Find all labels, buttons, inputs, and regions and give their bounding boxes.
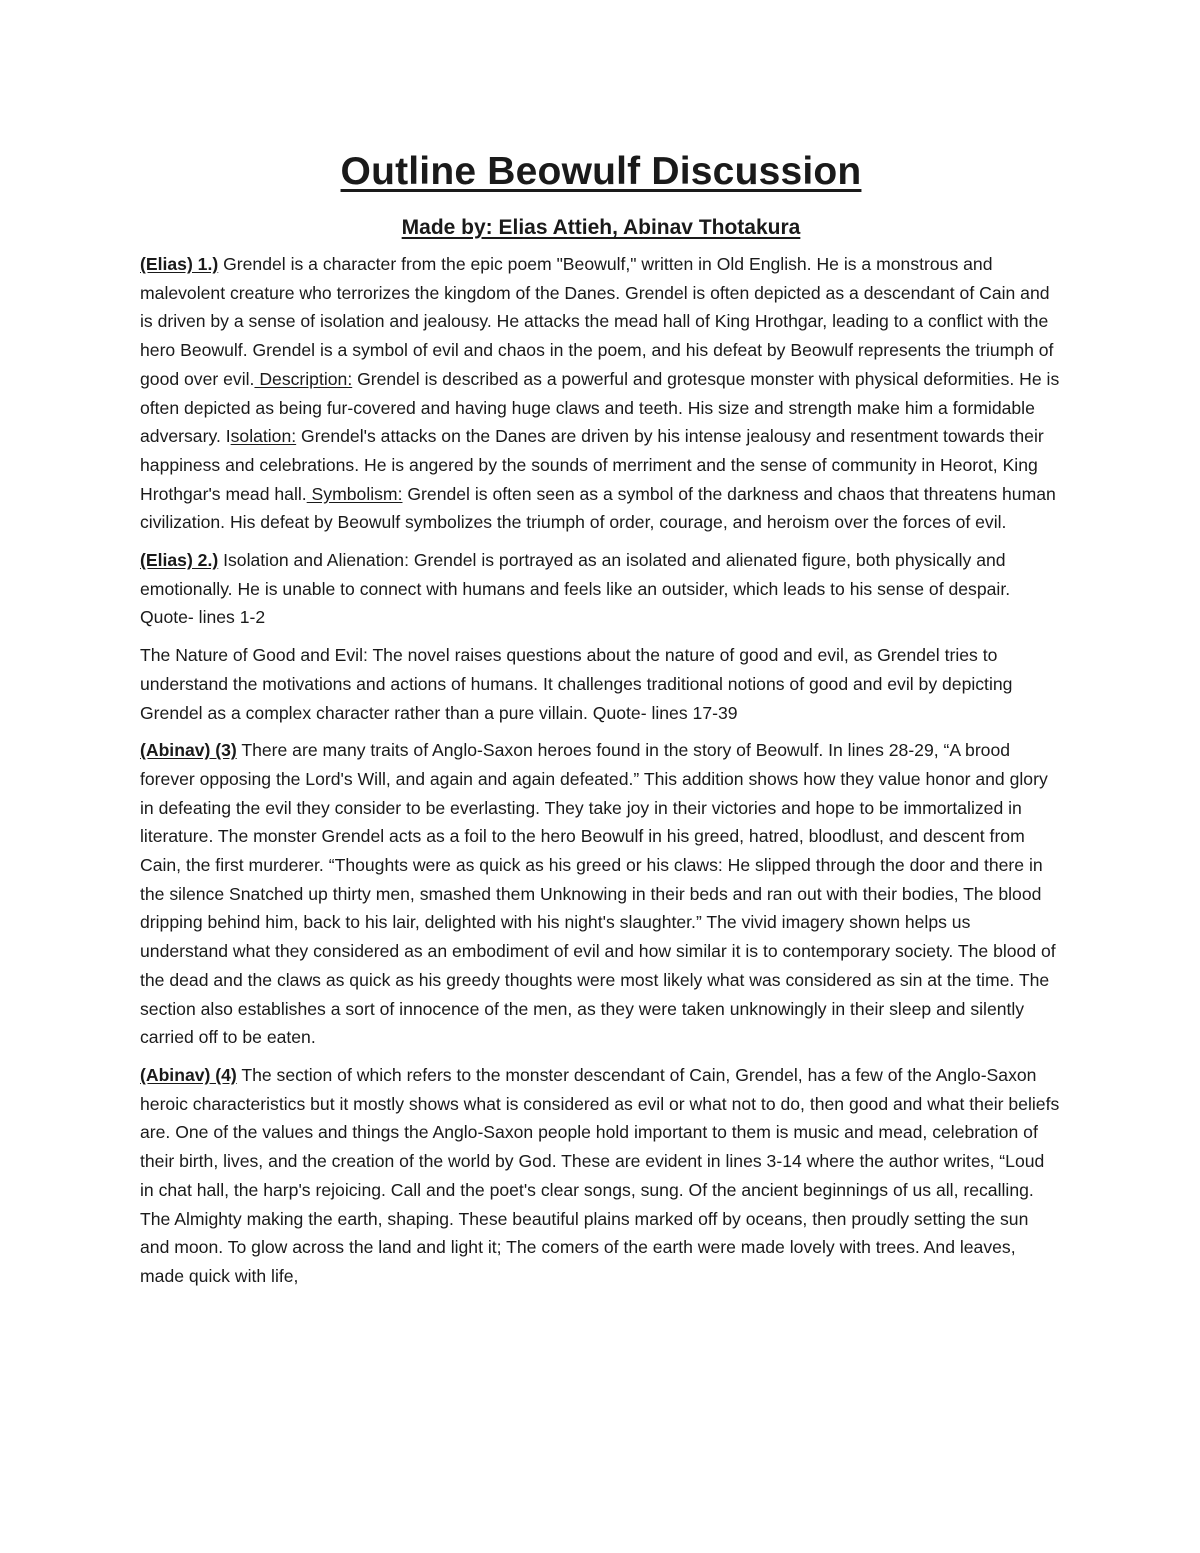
description-heading: Description: — [254, 368, 353, 389]
paragraph-1-text-a: Grendel is a character from the epic poem "Beowulf," written in Old English. He is a monstrous and malevolent creature who terrorizes the kingdom of the Danes. Grendel is often depicted as a descendant of Cain and is driven by a sense of isolation and jealousy. He attacks the mead hall of King Hrothgar, leading to a conflict with the hero Beowulf. Grendel is a symbol of evil and chaos in the poem, and his defeat by Beowulf represents the triumph of good over evil. — [140, 254, 1054, 389]
paragraph-4-text: There are many traits of Anglo-Saxon heroes found in the story of Beowulf. In lines 28-29, “A brood forever opposing the Lord's Will, and again and again defeated.” This addition shows how they value honor and glory in defeating the evil they consider to be everlasting. They take joy in their victories and hope to be immortalized in literature. The monster Grendel acts as a foil to the hero Beowulf in his greed, hatred, bloodlust, and descent from Cain, the first murderer. “Thoughts were as quick as his greed or his claws: He slipped through the door and there in the silence Snatched up thirty men, smashed them Unknowing in their beds and ran out with their bodies, The blood dripping behind him, back to his lair, delighted with his night's slaughter.” The vivid imagery shown helps us understand what they considered as an embodiment of evil and how similar it is to contemporary society. The blood of the dead and the claws as quick as his greedy thoughts were most likely what was considered as sin at the time. The section also establishes a sort of innocence of the men, as they were taken unknowingly in their sleep and silently carried off to be eaten. — [140, 740, 1056, 1048]
paragraph-1 — [140, 250, 1062, 537]
paragraph-2 — [140, 546, 1062, 632]
paragraph-4 — [140, 736, 1062, 1052]
paragraph-2-text: Isolation and Alienation: Grendel is portrayed as an isolated and alienated figure, both physically and emotionally. He is unable to connect with humans and feels like an outsider, which leads to his sense of despair. Quote- lines 1-2 — [140, 550, 1011, 628]
paragraph-1-text-c: Grendel's attacks on the Danes are driven by his intense jealousy and resentment towards their happiness and celebrations. He is angered by the sounds of merriment and the sense of community in Heorot, King Hrothgar's mead hall. — [140, 426, 1044, 504]
document-title: Outline Beowulf Discussion — [340, 150, 862, 193]
paragraph-5-text: The section of which refers to the monster descendant of Cain, Grendel, has a few of the Anglo-Saxon heroic characteristics but it mostly shows what is considered as evil or what not to do, then good and what their beliefs are. One of the values and things the Anglo-Saxon people hold important to them is music and mead, celebration of their birth, lives, and the creation of the world by God. These are evident in lines 3-14 where the author writes, “Loud in chat hall, the harp's rejoicing. Call and the poet's clear songs, sung. Of the ancient beginnings of us all, recalling. The Almighty making the earth, shaping. These beautiful plains marked off by oceans, then proudly setting the sun and moon. To glow across the land and light it; The comers of the earth were made lovely with trees. And leaves, made quick with life, — [140, 1064, 1060, 1286]
paragraph-1-text-b: Grendel is described as a powerful and grotesque monster with physical deformities. He is often depicted as being fur-covered and having huge claws and teeth. His size and strength make him a formidable adversary. I — [140, 368, 1060, 447]
paragraph-3-text: The Nature of Good and Evil: The novel raises questions about the nature of good and evil, as Grendel tries to understand the motivations and actions of humans. It challenges traditional notions of good and evil by depicting Grendel as a complex character rather than a pure villain. Quote- lines 17-39 — [140, 645, 1013, 723]
symbolism-heading: Symbolism: — [306, 483, 403, 504]
paragraph-1-tag: (Elias) 1.) — [140, 254, 219, 274]
paragraph-1-text-d: Grendel is often seen as a symbol of the darkness and chaos that threatens human civilization. His defeat by Beowulf symbolizes the triumph of order, courage, and heroism over the forces of evil. — [140, 483, 1056, 533]
paragraph-5-tag: (Abinav) (4) — [140, 1064, 237, 1085]
paragraph-4-tag: (Abinav) (3) — [140, 740, 237, 761]
isolation-heading: solation: — [230, 426, 297, 447]
document-page — [140, 150, 1062, 1300]
document-byline: Made by: Elias Attieh, Abinav Thotakura — [401, 216, 801, 239]
paragraph-5 — [140, 1061, 1062, 1291]
paragraph-3 — [140, 641, 1062, 727]
paragraph-2-tag: (Elias) 2.) — [140, 550, 219, 571]
